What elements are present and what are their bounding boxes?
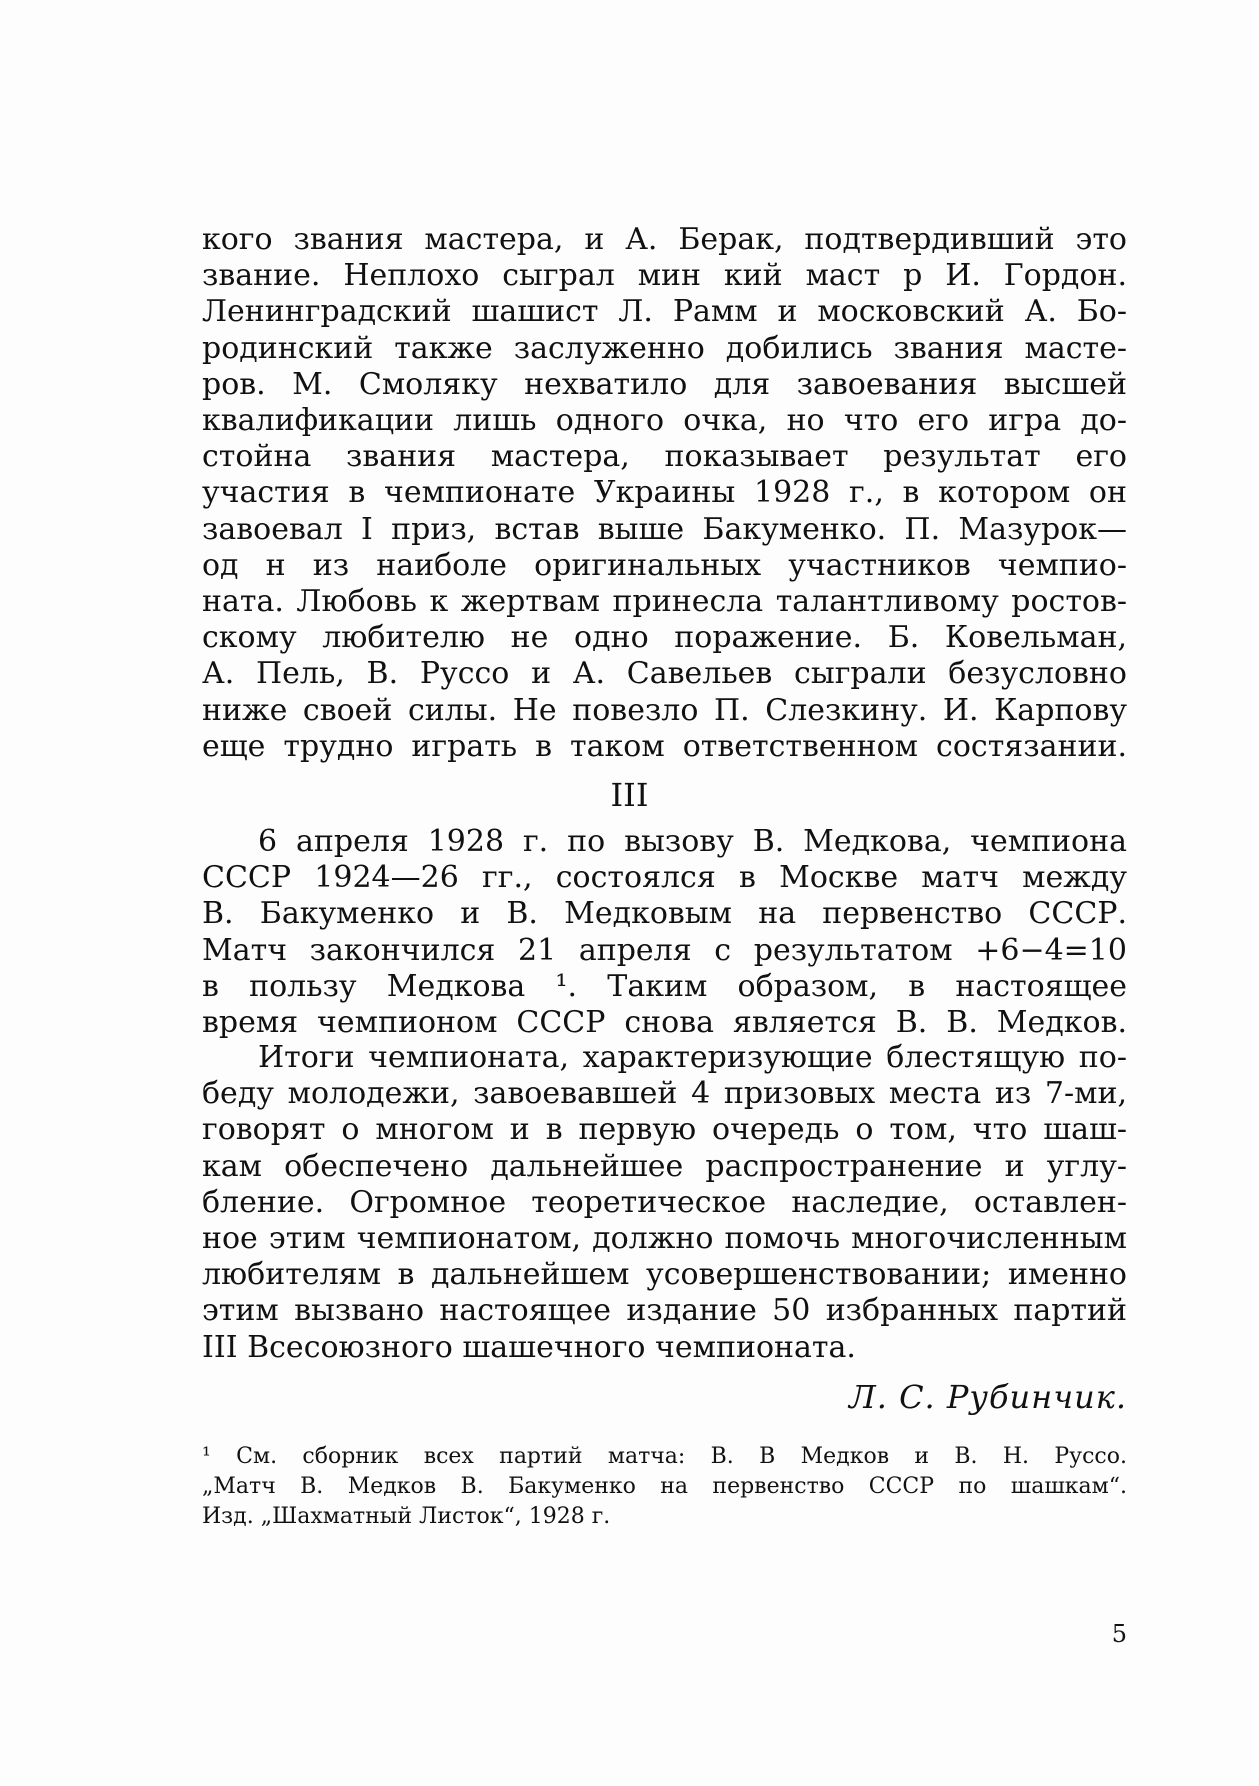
paragraph-2 (202, 824, 1127, 1041)
text-line: ное этим чемпионатом, должно помочь многочисленным (202, 1221, 1127, 1257)
text-line: стойна звания мастера, показывает результат его (202, 439, 1127, 475)
text-line: кого звания мастера, и А. Берак, подтвердивший это (202, 222, 1127, 257)
text-line: этим вызвано настоящее издание 50 избранных партий (202, 1293, 1127, 1329)
paragraph-3 (202, 1040, 1127, 1366)
text-line: СССР 1924—26 гг., состоялся в Москве матч между (202, 860, 1127, 896)
text-line: завоевал I приз, встав выше Бакуменко. П. Мазурок— (202, 511, 1127, 547)
footnote-line: „Матч В. Медков В. Бакуменко на первенство СССР по шашкам“. (202, 1474, 1127, 1499)
text-line: кам обеспечено дальнейшее распространение и углу- (202, 1148, 1127, 1184)
text-line: в пользу Медкова ¹. Таким образом, в настоящее (202, 968, 1127, 1004)
text-line: время чемпионом СССР снова является В. В. Медков. (202, 1005, 1127, 1041)
text-line: Матч закончился 21 апреля с результатом +6−4=10 (202, 932, 1127, 968)
footnote-line: ¹ См. сборник всех партий матча: В. В Медков и В. Н. Руссо. (202, 1444, 1127, 1469)
text-line: В. Бакуменко и В. Медковым на первенство СССР. (202, 896, 1127, 932)
text-line: родинский также заслуженно добились звания масте- (202, 330, 1127, 366)
text-line: Итоги чемпионата, характеризующие блестящую по- (258, 1040, 1127, 1075)
text-line: говорят о многом и в первую очередь о том, что шаш- (202, 1112, 1127, 1148)
text-line: еще трудно играть в таком ответственном состязании. (202, 728, 1127, 764)
footnote (202, 1442, 1127, 1532)
text-line: любителям в дальнейшем усовершенствовании; именно (202, 1257, 1127, 1293)
text-line: бление. Огромное теоретическое наследие, оставлен- (202, 1184, 1127, 1220)
text-line: ниже своей силы. Не повезло П. Слезкину. И. Карпову (202, 692, 1127, 728)
text-line: беду молодежи, завоевавшей 4 призовых места из 7-ми, (202, 1076, 1127, 1112)
text-line: III Всесоюзного шашечного чемпионата. (202, 1329, 856, 1365)
footnote-line: Изд. „Шахматный Листок“, 1928 г. (202, 1504, 611, 1529)
section-heading: III (610, 776, 649, 814)
text-line: ната. Любовь к жертвам принесла талантливому ростов- (202, 584, 1127, 620)
text-line: Ленинградский шашист Л. Рамм и московский А. Бо- (202, 294, 1127, 330)
text-line: ров. М. Смоляку нехватило для завоевания высшей (202, 366, 1127, 402)
author-signature: Л. С. Рубинчик. (849, 1378, 1127, 1416)
page-number: 5 (1111, 1620, 1127, 1648)
text-line: 6 апреля 1928 г. по вызову В. Медкова, чемпиона (258, 824, 1127, 859)
text-line: скому любителю не одно поражение. Б. Ковельман, (202, 620, 1127, 656)
text-line: квалификации лишь одного очка, но что его игра до- (202, 403, 1127, 439)
text-line: звание. Неплохо сыграл мин кий маст р И. Гордон. (202, 258, 1127, 294)
paragraph-1 (202, 222, 1127, 765)
text-line: участия в чемпионате Украины 1928 г., в котором он (202, 475, 1127, 511)
text-line: А. Пель, В. Руссо и А. Савельев сыграли безусловно (202, 656, 1127, 692)
text-line: од н из наиболе оригинальных участников чемпио- (202, 547, 1127, 583)
